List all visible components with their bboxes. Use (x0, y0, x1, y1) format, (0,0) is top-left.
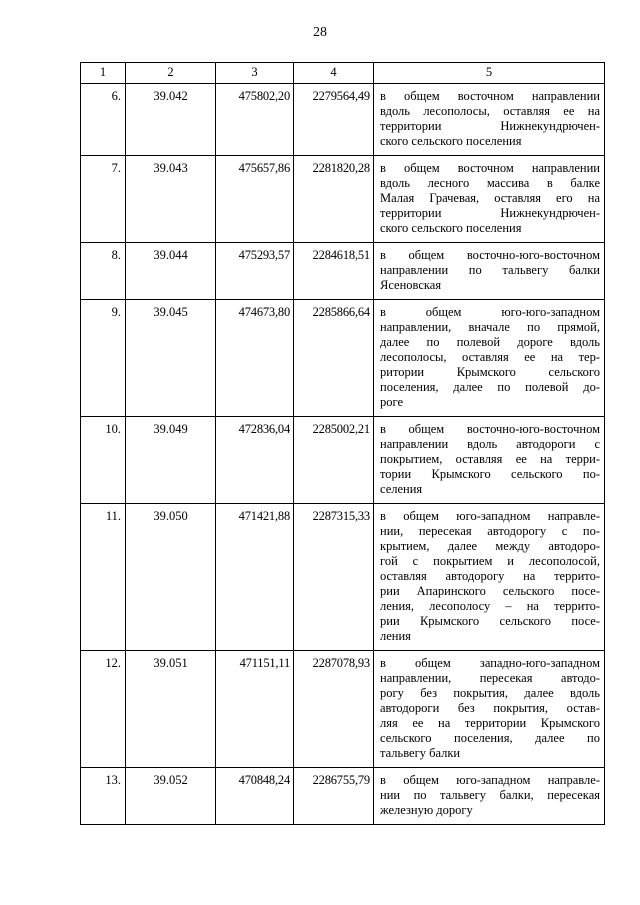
description-line: рии Апаринского сельского посе- (380, 584, 600, 598)
point-code: 39.043 (126, 156, 216, 243)
description-line: ского сельского поселения (380, 221, 522, 235)
description-line: ского сельского поселения (380, 134, 522, 148)
description-line: вдоль лесополосы, оставляя ее на (380, 104, 600, 118)
table-row (81, 504, 605, 651)
direction-description (374, 156, 605, 243)
direction-description (374, 84, 605, 156)
point-code: 39.050 (126, 504, 216, 651)
coordinate-x: 475293,57 (216, 243, 294, 300)
description-line: направлении, вначале по прямой, (380, 320, 600, 334)
description-line: ритории Крымского сельского (380, 365, 600, 379)
description-line: направлении, пересекая автодо- (380, 671, 600, 685)
table-row (81, 243, 605, 300)
description-line: в общем западно-юго-западном (380, 656, 600, 670)
description-line: крытием, далее между автодоро- (380, 539, 600, 553)
coordinate-x: 471151,11 (216, 651, 294, 768)
description-line: гой с покрытием и лесополосой, (380, 554, 600, 568)
coordinate-x: 475802,20 (216, 84, 294, 156)
column-header: 4 (294, 63, 374, 84)
point-code: 39.045 (126, 300, 216, 417)
description-line: Малая Грачевая, оставляя его на (380, 191, 600, 205)
description-line: в общем юго-западном направле- (380, 509, 600, 523)
coordinate-x: 472836,04 (216, 417, 294, 504)
coordinate-y: 2284618,51 (294, 243, 374, 300)
description-line: поселения, далее по полевой до- (380, 380, 600, 394)
description-line: в общем восточном направлении (380, 161, 600, 175)
column-header: 5 (374, 63, 605, 84)
description-line: тории Крымского сельского по- (380, 467, 600, 481)
coordinate-x: 471421,88 (216, 504, 294, 651)
description-line: лесополосы, оставляя ее на тер- (380, 350, 600, 364)
table-row (81, 84, 605, 156)
table-header-row (81, 63, 605, 84)
row-number: 12. (81, 651, 126, 768)
row-number: 8. (81, 243, 126, 300)
table-row (81, 156, 605, 243)
column-header: 1 (81, 63, 126, 84)
direction-description (374, 243, 605, 300)
row-number: 7. (81, 156, 126, 243)
direction-description (374, 651, 605, 768)
direction-description (374, 504, 605, 651)
description-line: сельского поселения, далее по (380, 731, 600, 745)
table-row (81, 768, 605, 825)
description-line: тальвегу балки (380, 746, 461, 760)
direction-description (374, 417, 605, 504)
point-code: 39.042 (126, 84, 216, 156)
description-line: Ясеновская (380, 278, 442, 292)
point-code: 39.044 (126, 243, 216, 300)
description-line: территории Нижнекундрючен- (380, 206, 600, 220)
point-code: 39.049 (126, 417, 216, 504)
description-line: роге (380, 395, 404, 409)
coordinate-x: 470848,24 (216, 768, 294, 825)
coordinate-x: 475657,86 (216, 156, 294, 243)
description-line: в общем восточно-юго-восточном (380, 422, 600, 436)
description-line: ляя ее на территории Крымского (380, 716, 600, 730)
row-number: 11. (81, 504, 126, 651)
boundary-table (80, 62, 605, 825)
page-number: 28 (313, 25, 327, 40)
coordinate-y: 2279564,49 (294, 84, 374, 156)
row-number: 9. (81, 300, 126, 417)
description-line: рогу без покрытия, далее вдоль (380, 686, 600, 700)
description-line: в общем юго-юго-западном (380, 305, 600, 319)
point-code: 39.051 (126, 651, 216, 768)
description-line: в общем юго-западном направле- (380, 773, 600, 787)
direction-description (374, 300, 605, 417)
table-row (81, 417, 605, 504)
description-line: селения (380, 482, 423, 496)
coordinate-y: 2285866,64 (294, 300, 374, 417)
description-line: покрытием, оставляя ее на терри- (380, 452, 600, 466)
description-line: направлении по тальвегу балки (380, 263, 600, 277)
description-line: вдоль лесного массива в балке (380, 176, 600, 190)
description-line: в общем восточно-юго-восточном (380, 248, 600, 262)
coordinate-y: 2286755,79 (294, 768, 374, 825)
description-line: ления, лесополосу – на террито- (380, 599, 600, 613)
direction-description (374, 768, 605, 825)
point-code: 39.052 (126, 768, 216, 825)
description-line: рии Крымского сельского посе- (380, 614, 600, 628)
row-number: 13. (81, 768, 126, 825)
description-line: ления (380, 629, 411, 643)
description-line: территории Нижнекундрючен- (380, 119, 600, 133)
row-number: 10. (81, 417, 126, 504)
coordinate-y: 2281820,28 (294, 156, 374, 243)
column-header: 3 (216, 63, 294, 84)
row-number: 6. (81, 84, 126, 156)
column-header: 2 (126, 63, 216, 84)
coordinate-y: 2285002,21 (294, 417, 374, 504)
description-line: нии, пересекая автодорогу с по- (380, 524, 600, 538)
description-line: далее по полевой дороге вдоль (380, 335, 600, 349)
description-line: нии по тальвегу балки, пересекая (380, 788, 600, 802)
description-line: автодороги без покрытия, остав- (380, 701, 600, 715)
table-row (81, 651, 605, 768)
description-line: в общем восточном направлении (380, 89, 600, 103)
description-line: железную дорогу (380, 803, 473, 817)
table-row (81, 300, 605, 417)
coordinate-x: 474673,80 (216, 300, 294, 417)
description-line: оставляя автодорогу на террито- (380, 569, 600, 583)
coordinate-y: 2287078,93 (294, 651, 374, 768)
coordinate-y: 2287315,33 (294, 504, 374, 651)
description-line: направлении вдоль автодороги с (380, 437, 600, 451)
